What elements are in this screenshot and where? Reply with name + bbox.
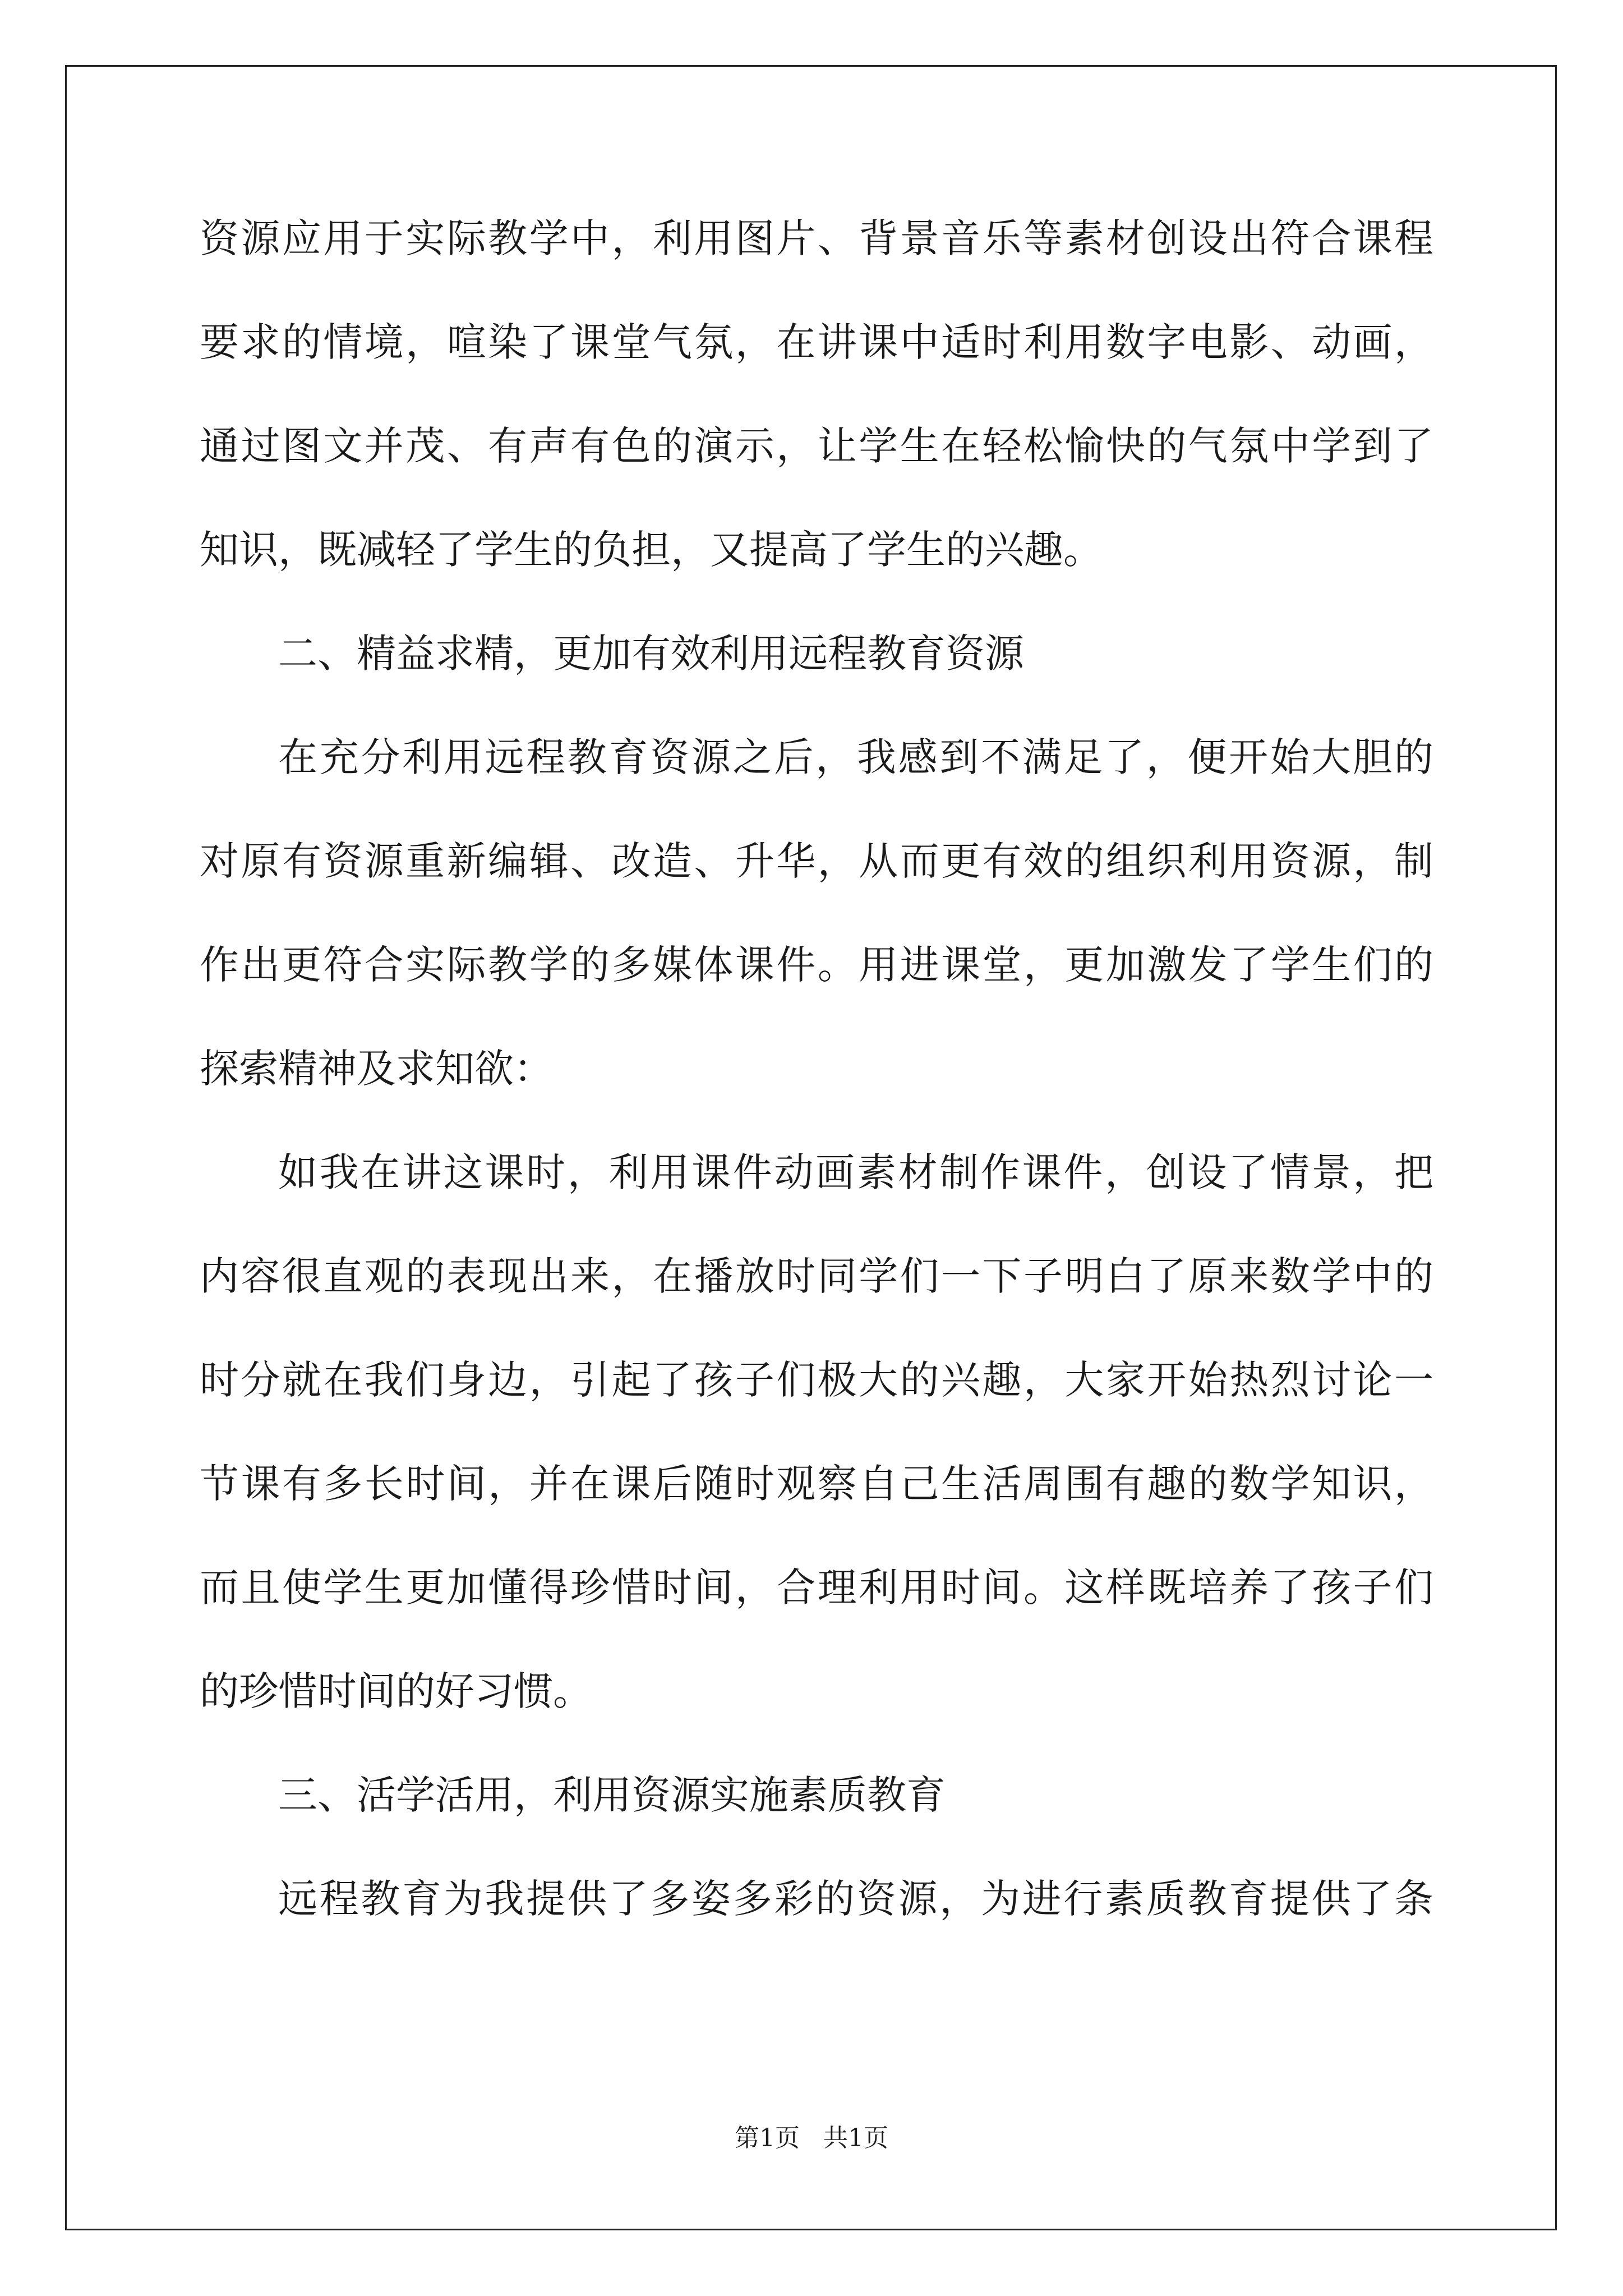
text-line: 的珍惜时间的好习惯。 [200,1668,592,1714]
text-line: 内容很直观的表现出来，在播放时同学们一下子明白了原来数学中的 [200,1253,1433,1299]
text-line: 资源应用于实际教学中，利用图片、背景音乐等素材创设出符合课程 [200,215,1433,261]
document-body [200,215,1433,1983]
text-line: 作出更符合实际教学的多媒体课件。用进课堂，更加激发了学生们的 [200,942,1433,988]
section-heading: 二、精益求精，更加有效利用远程教育资源 [278,631,1024,677]
text-line: 要求的情境，喧染了课堂气氛，在讲课中适时利用数字电影、动画， [200,319,1433,365]
text-line: 在充分利用远程教育资源之后，我感到不满足了，便开始大胆的 [278,734,1433,780]
text-line: 如我在讲这课时，利用课件动画素材制作课件，创设了情景，把 [278,1149,1433,1195]
text-line: 通过图文并茂、有声有色的演示，让学生在轻松愉快的气氛中学到了 [200,423,1433,469]
text-line: 远程教育为我提供了多姿多彩的资源，为进行素质教育提供了条 [278,1876,1433,1922]
page-footer: 第1页 共1页 [735,2124,888,2152]
text-line: 知识，既减轻了学生的负担，又提高了学生的兴趣。 [200,527,1103,573]
text-line: 对原有资源重新编辑、改造、升华，从而更有效的组织利用资源，制 [200,838,1433,884]
text-line: 探索精神及求知欲： [200,1046,553,1092]
section-heading: 三、活学活用，利用资源实施素质教育 [278,1772,946,1818]
text-line: 而且使学生更加懂得珍惜时间，合理利用时间。这样既培养了孩子们 [200,1565,1433,1611]
text-line: 节课有多长时间，并在课后随时观察自己生活周围有趣的数学知识， [200,1461,1433,1507]
text-line: 时分就在我们身边，引起了孩子们极大的兴趣，大家开始热烈讨论一 [200,1357,1433,1403]
